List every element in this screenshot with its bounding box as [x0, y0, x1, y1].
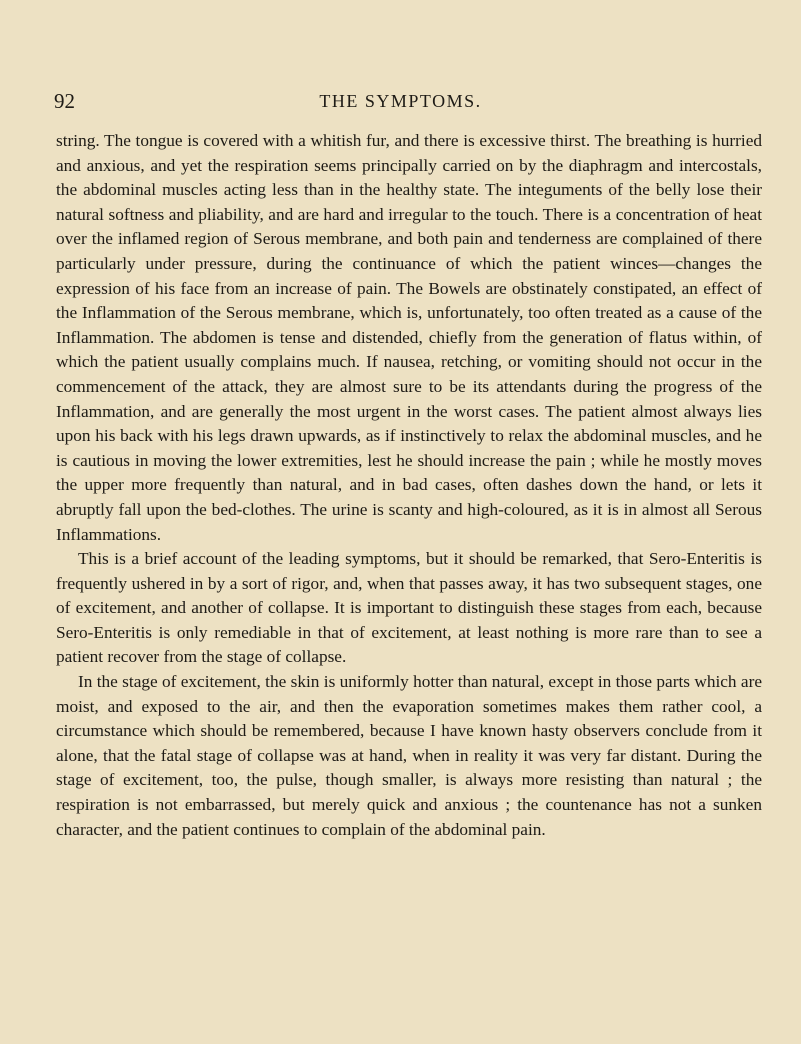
page-number: 92	[54, 89, 75, 113]
body-text	[56, 129, 762, 842]
paragraph-symptoms-summary: This is a brief account of the leading symptoms, but it should be remarked, that Sero-Enteritis is frequently ushered in by a sort of rigor, and, when that passes away, it has two subsequent stages, one of excitement, and another of collapse. It is important to distinguish these stages from each, because Sero-Enteritis is only remediable in that of excitement, at least nothing is more rare than to see a patient recover from the stage of collapse.	[56, 549, 762, 667]
paragraph-continued: string. The tongue is covered with a whitish fur, and there is excessive thirst. The breathing is hurried and anxious, and yet the respiration seems principally carried on by the diaphragm and intercostals, the abdominal muscles acting less than in the healthy state. The integuments of the belly lose their natural softness and pliability, and are hard and irregular to the touch. There is a concentration of heat over the inflamed region of Serous membrane, and both pain and tenderness are complained of there particularly under pressure, during the continuance of which the patient winces—changes the expression of his face from an increase of pain. The Bowels are obstinately constipated, an effect of the Inflammation of the Serous membrane, which is, unfortunately, too often treated as a cause of the Inflammation. The abdomen is tense and distended, chiefly from the generation of flatus within, of which the patient usually complains much. If nausea, retching, or vomiting should not occur in the commencement of the attack, they are almost sure to be its attendants during the progress of the Inflammation, and are generally the most urgent in the worst cases. The patient almost always lies upon his back with his legs drawn upwards, as if instinctively to relax the abdominal muscles, and he is cautious in moving the lower extremities, lest he should increase the pain ; while he mostly moves the upper more frequently than natural, and in bad cases, often dashes down the hand, or lets it abruptly fall upon the bed-clothes. The urine is scanty and high-coloured, as it is in almost all Serous Inflammations.	[56, 131, 762, 544]
running-head-title: THE SYMPTOMS.	[319, 91, 482, 111]
paragraph-stage-of-excitement: In the stage of excitement, the skin is uniformly hotter than natural, except in those parts which are moist, and exposed to the air, and then the evaporation sometimes makes them rather cool, a circumstance which should be remembered, because I have known hasty observers conclude from it alone, that the fatal stage of collapse was at hand, when in reality it was very far distant. During the stage of excitement, too, the pulse, though smaller, is always more resisting than natural ; the respiration is not embarrassed, but merely quick and anxious ; the countenance has not a sunken character, and the patient continues to complain of the abdominal pain.	[56, 672, 762, 839]
